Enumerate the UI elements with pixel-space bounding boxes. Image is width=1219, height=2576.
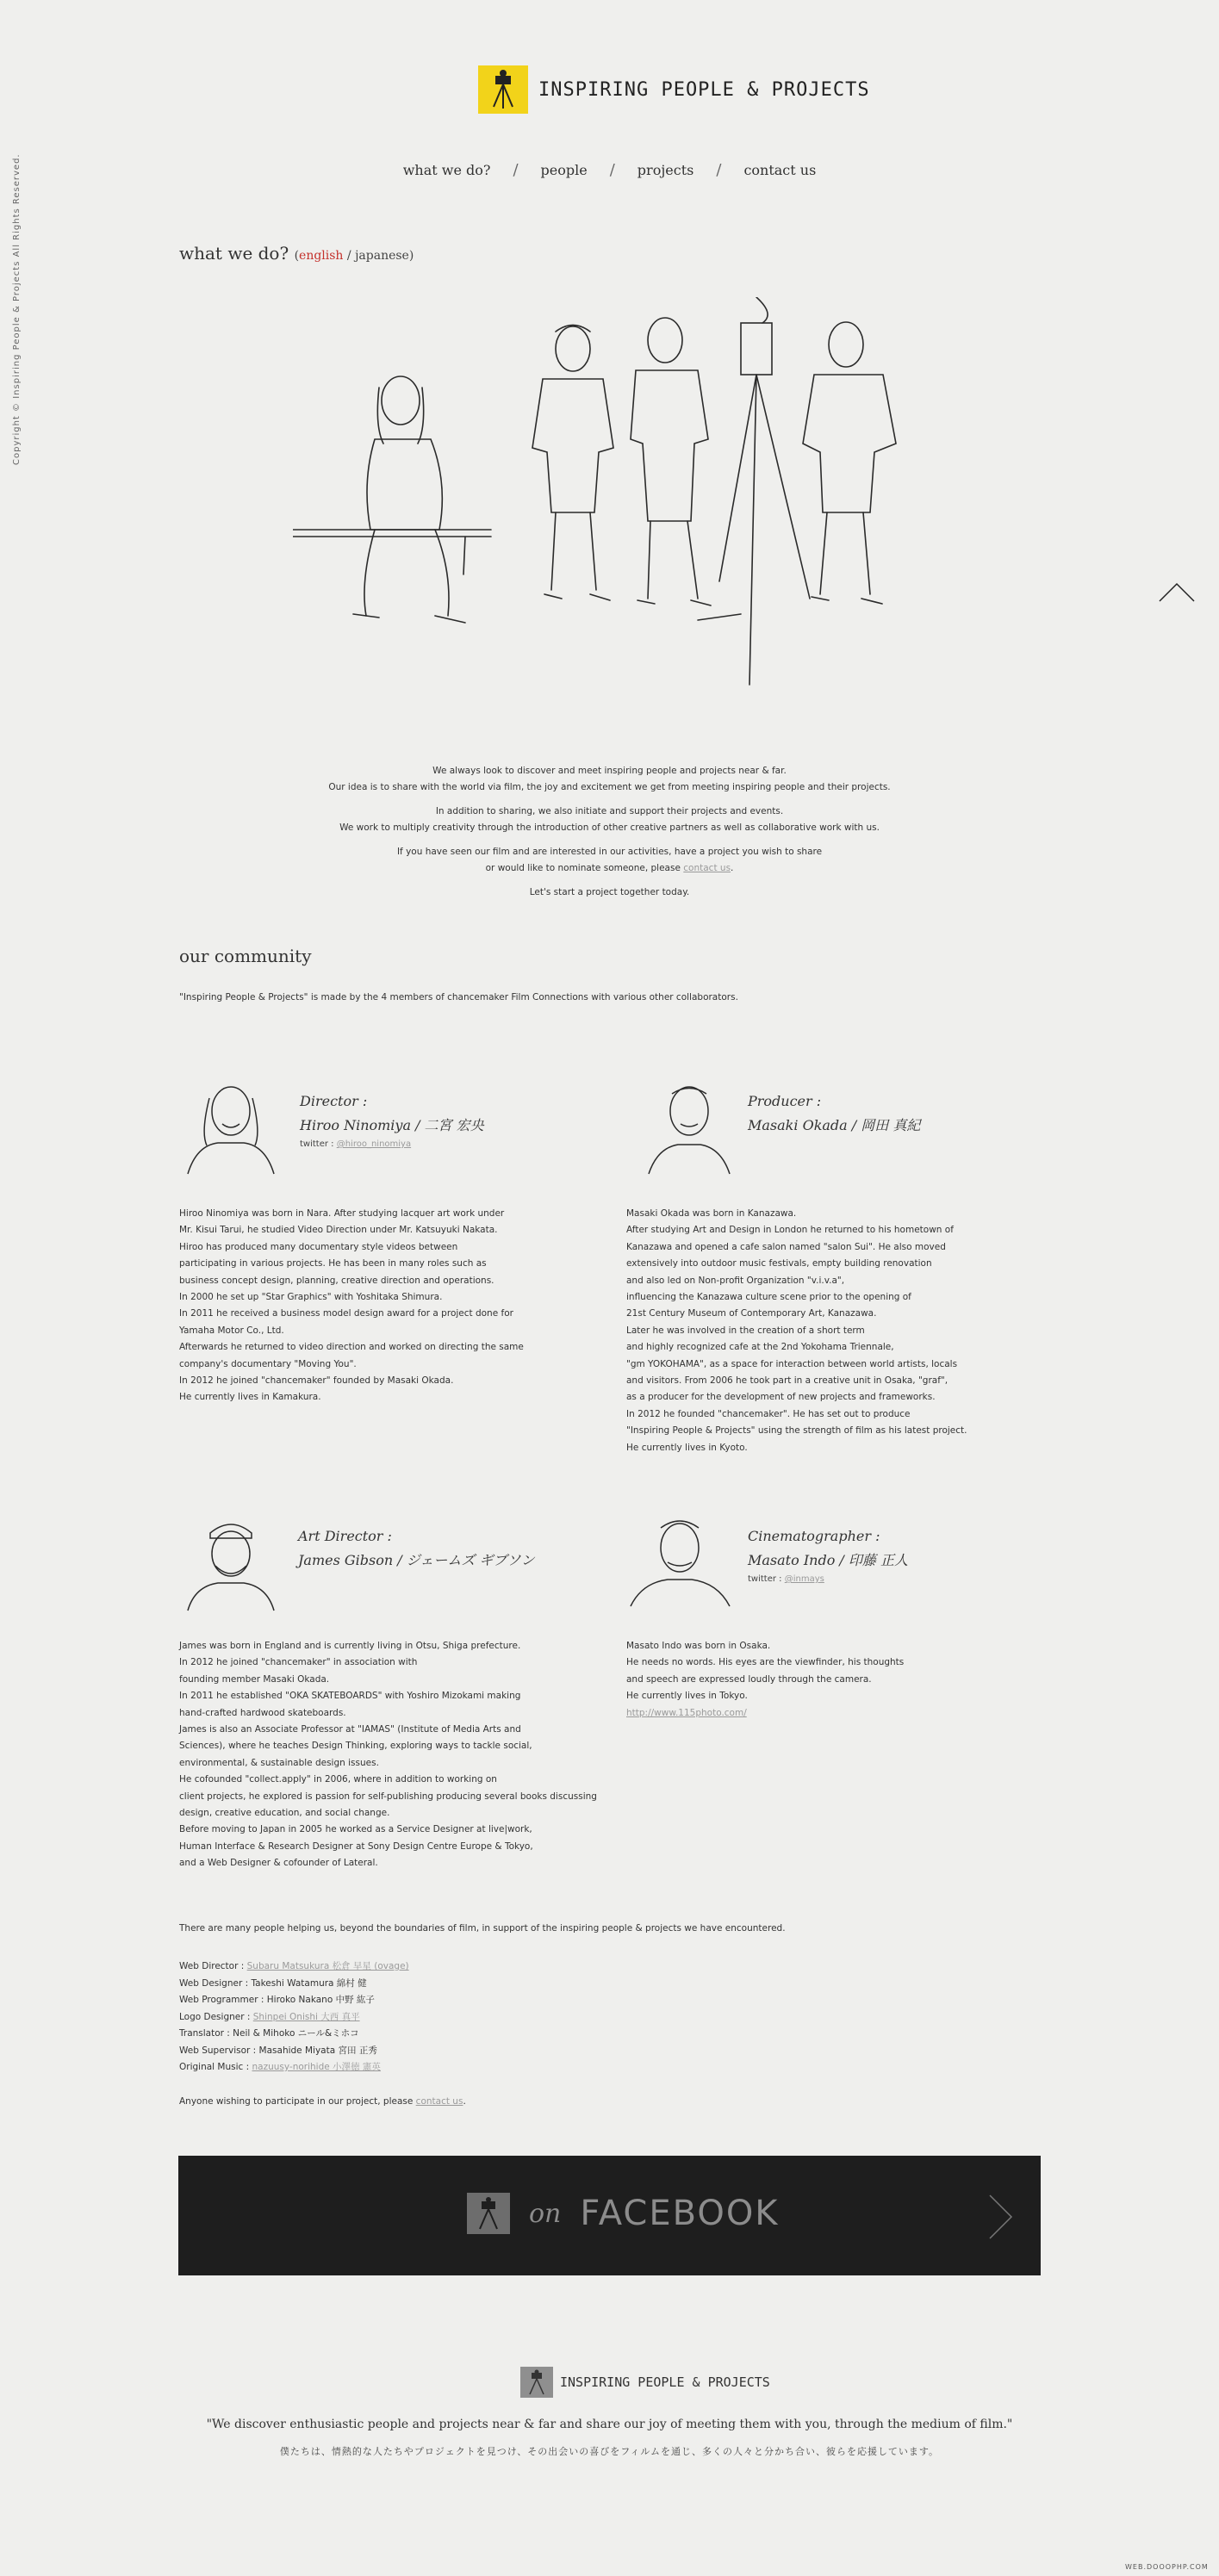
intro-period: .	[731, 863, 734, 873]
bio-line: He currently lives in Tokyo.	[626, 1691, 748, 1702]
bio-line: "gm YOKOHAMA", as a space for interaction between world artists, locals	[626, 1358, 958, 1369]
nav-projects[interactable]: projects	[637, 162, 694, 178]
bio-line: hand-crafted hardwood skateboards.	[179, 1707, 346, 1718]
director-bio	[179, 1206, 524, 1406]
join-text	[179, 2096, 466, 2107]
join-contact-link[interactable]: contact us	[415, 2096, 463, 2107]
credit-name: Hiroko Nakano 中野 紘子	[266, 1995, 375, 2005]
nav-contact-us[interactable]: contact us	[743, 162, 817, 178]
cinematographer-name: Masato Indo / 印藤 正人	[748, 1552, 908, 1568]
bio-line: In 2011 he received a business model design award for a project done for	[179, 1308, 513, 1319]
bio-line: influencing the Kanazawa culture scene prior to the opening of	[626, 1292, 911, 1303]
bio-line: participating in various projects. He has been in many roles such as	[179, 1258, 487, 1269]
intro-line: Our idea is to share with the world via film, the joy and excitement we get from meeting inspiring people and their projects.	[328, 782, 891, 792]
what-we-do-title: what we do?	[179, 243, 289, 264]
intro-line: In addition to sharing, we also initiate and support their projects and events.	[435, 806, 784, 816]
bio-line: Mr. Kisui Tarui, he studied Video Direction under Mr. Katsuyuki Nakata.	[179, 1225, 498, 1236]
intro-line: We work to multiply creativity through the introduction of other creative partners as well as collaborative work with us.	[339, 822, 880, 833]
bio-line: extensively into outdoor music festivals, empty building renovation	[626, 1258, 932, 1269]
producer-name: Masaki Okada / 岡田 真紀	[748, 1117, 921, 1133]
bio-line: and speech are expressed loudly through the camera.	[626, 1673, 872, 1685]
cinematographer-role: Cinematographer :	[748, 1528, 880, 1544]
bio-line: founding member Masaki Okada.	[179, 1673, 330, 1685]
join-label: Anyone wishing to participate in our project, please	[179, 2096, 416, 2107]
bio-line: He currently lives in Kyoto.	[626, 1442, 748, 1453]
camera-tripod-icon	[520, 2367, 553, 2398]
facebook-on-text: on	[529, 2198, 562, 2229]
director-name: Hiroo Ninomiya / 二宮 宏央	[300, 1117, 484, 1133]
bio-line: In 2012 he joined "chancemaker" founded by Masaki Okada.	[179, 1375, 454, 1387]
bio-line: James was born in England and is currently living in Otsu, Shiga prefecture.	[179, 1641, 521, 1651]
credit-role: Web Supervisor :	[179, 2045, 259, 2056]
director-twitter	[300, 1138, 484, 1151]
credit-name-link[interactable]: Subaru Matsukura 松倉 早星 (ovage)	[246, 1961, 409, 1971]
nav-separator: /	[513, 161, 519, 179]
intro-line: We always look to discover and meet inspiring people and projects near & far.	[432, 766, 787, 776]
cinematographer-twitter-link[interactable]: @inmays	[784, 1574, 824, 1584]
chevron-right-icon	[988, 2194, 1014, 2240]
watermark: WEB.DOOOPHP.COM	[1125, 2563, 1209, 2571]
credit-name-link[interactable]: Shinpei Onishi 大西 真平	[252, 2011, 360, 2022]
intro-line: If you have seen our film and are interested in our activities, have a project you wish to share	[396, 847, 823, 857]
producer-header	[748, 1089, 920, 1138]
art-director-bio	[179, 1638, 597, 1872]
lang-separator: /	[343, 249, 356, 263]
credit-item	[179, 1992, 409, 2009]
bio-line: 21st Century Museum of Contemporary Art, Kanazawa.	[626, 1308, 877, 1319]
facebook-banner[interactable]	[178, 2156, 1041, 2275]
community-title: our community	[179, 946, 312, 966]
language-switch	[295, 249, 414, 263]
credit-role: Web Director :	[179, 1961, 247, 1971]
bio-line: environmental, & sustainable design issues.	[179, 1757, 379, 1768]
credit-item	[179, 2009, 409, 2027]
bio-line: and visitors. From 2006 he took part in a creative unit in Osaka, "graf",	[626, 1375, 948, 1387]
art-director-header	[298, 1524, 535, 1573]
art-director-portrait	[179, 1509, 283, 1616]
join-period: .	[463, 2096, 466, 2107]
bio-line: Later he was involved in the creation of a short term	[626, 1325, 865, 1336]
twitter-label: twitter :	[748, 1574, 785, 1584]
bio-line: business concept design, planning, creative direction and operations.	[179, 1275, 494, 1286]
credit-role: Web Programmer :	[179, 1995, 267, 2005]
bio-line: He cofounded "collect.apply" in 2006, where in addition to working on	[179, 1774, 497, 1785]
bio-line: Hiroo Ninomiya was born in Nara. After studying lacquer art work under	[179, 1208, 505, 1219]
twitter-label: twitter :	[300, 1139, 337, 1149]
director-portrait	[179, 1072, 283, 1179]
bio-line: Masato Indo was born in Osaka.	[626, 1641, 771, 1651]
credit-role: Logo Designer :	[179, 2011, 253, 2022]
footer-quote-japanese: 僕たちは、情熱的な人たちやプロジェクトを見つけ、その出会いの喜びをフィルムを通じ、多くの人々と分かち合い、彼らを応援しています。	[279, 2446, 940, 2457]
producer-role: Producer :	[748, 1093, 822, 1109]
community-lead: "Inspiring People & Projects" is made by the 4 members of chancemaker Film Connections with various other collaborators.	[179, 992, 738, 1002]
credit-item	[179, 2043, 409, 2060]
bio-line: In 2011 he established "OKA SKATEBOARDS" with Yoshiro Mizokami making	[179, 1691, 521, 1702]
bio-line: Sciences), where he teaches Design Thinking, exploring ways to tackle social,	[179, 1741, 532, 1752]
bio-line: Yamaha Motor Co., Ltd.	[179, 1325, 284, 1336]
credit-role: Web Designer :	[179, 1977, 252, 1989]
bio-line: In 2000 he set up "Star Graphics" with Yoshitaka Shimura.	[179, 1292, 443, 1303]
footer-quote-english: "We discover enthusiastic people and projects near & far and share our joy of meeting them with you, through the medium of film."	[206, 2418, 1013, 2431]
facebook-banner-content	[467, 2193, 780, 2234]
credit-item	[179, 2026, 409, 2043]
bio-line: He needs no words. His eyes are the viewfinder, his thoughts	[626, 1657, 905, 1668]
bio-line: Human Interface & Research Designer at Sony Design Centre Europe & Tokyo,	[179, 1840, 533, 1852]
footer-logo-text: INSPIRING PEOPLE & PROJECTS	[560, 2374, 770, 2390]
cinematographer-website-link[interactable]: http://www.115photo.com/	[626, 1707, 747, 1718]
footer-logo[interactable]	[520, 2367, 770, 2398]
lang-japanese[interactable]: japanese	[355, 249, 409, 263]
chevron-up-icon[interactable]	[1158, 580, 1196, 605]
bio-line: client projects, he explored is passion for self-publishing producing several books discussing	[179, 1791, 597, 1802]
intro-line: Let's start a project together today.	[529, 887, 690, 897]
bio-line: Hiroo has produced many documentary style videos between	[179, 1241, 458, 1252]
site-logo[interactable]	[478, 65, 870, 114]
credit-name-link[interactable]: nazuusy-norihide 小澤徳 憲英	[252, 2062, 381, 2072]
bio-line: After studying Art and Design in London he returned to his hometown of	[626, 1225, 954, 1236]
camera-tripod-icon	[467, 2193, 510, 2234]
credit-name: Neil & Mihoko ニール&ミホコ	[233, 2028, 359, 2039]
nav-people[interactable]: people	[540, 162, 588, 178]
team-illustration	[293, 297, 930, 728]
credit-item	[179, 1976, 409, 1993]
bio-line: James is also an Associate Professor at "IAMAS" (Institute of Media Arts and	[179, 1724, 521, 1735]
art-director-role: Art Director :	[298, 1528, 392, 1544]
intro-text	[258, 763, 961, 909]
main-nav	[0, 161, 1219, 179]
bio-line: He currently lives in Kamakura.	[179, 1392, 321, 1403]
copyright-text: Copyright © Inspiring People & Projects All Rights Reserved.	[12, 153, 22, 465]
director-role: Director :	[300, 1093, 368, 1109]
intro-line: or would like to nominate someone, please	[485, 863, 681, 873]
lang-english[interactable]: english	[299, 249, 344, 263]
bio-line: "Inspiring People & Projects" using the strength of film as his latest project.	[626, 1425, 967, 1437]
credit-role: Translator :	[179, 2028, 233, 2039]
intro-paragraph	[258, 844, 961, 877]
facebook-word: FACEBOOK	[580, 2194, 780, 2233]
art-director-name: James Gibson / ジェームズ ギブソン	[298, 1552, 535, 1568]
nav-what-we-do[interactable]: what we do?	[402, 162, 491, 178]
intro-paragraph	[258, 885, 961, 901]
cinematographer-twitter	[748, 1573, 908, 1586]
intro-contact-link[interactable]: contact us	[683, 863, 731, 873]
bio-line: In 2012 he founded "chancemaker". He has set out to produce	[626, 1408, 911, 1419]
intro-paragraph	[258, 763, 961, 796]
cinematographer-header	[748, 1524, 908, 1586]
lang-paren-close: )	[408, 249, 414, 263]
camera-tripod-icon	[478, 65, 528, 114]
producer-bio	[626, 1206, 967, 1456]
bio-line: design, creative education, and social change.	[179, 1808, 390, 1819]
bio-line: Before moving to Japan in 2005 he worked as a Service Designer at live|work,	[179, 1824, 532, 1835]
credit-name: Takeshi Watamura 綿村 健	[251, 1977, 367, 1989]
credits-list	[179, 1958, 409, 2076]
bio-line: Masaki Okada was born in Kanazawa.	[626, 1208, 797, 1219]
intro-paragraph	[258, 804, 961, 836]
director-twitter-link[interactable]: @hiroo_ninomiya	[336, 1139, 412, 1149]
bio-line: and highly recognized cafe at the 2nd Yokohama Triennale,	[626, 1342, 894, 1353]
lang-paren-open: (	[294, 249, 300, 263]
credit-item	[179, 2059, 409, 2076]
nav-separator: /	[609, 161, 615, 179]
bio-line: Afterwards he returned to video direction and worked on directing the same	[179, 1342, 524, 1353]
bio-line: Kanazawa and opened a cafe salon named "salon Sui". He also moved	[626, 1241, 946, 1252]
producer-portrait	[642, 1072, 737, 1179]
copyright-vertical	[12, 153, 24, 465]
what-we-do-heading	[179, 243, 414, 264]
bio-line: and also led on Non-profit Organization "v.i.v.a",	[626, 1275, 845, 1286]
logo-text: INSPIRING PEOPLE & PROJECTS	[538, 78, 870, 101]
cinematographer-bio	[626, 1638, 904, 1722]
helpers-text: There are many people helping us, beyond the boundaries of film, in support of the inspiring people & projects we have encountered.	[179, 1923, 786, 1934]
bio-line: as a producer for the development of new projects and frameworks.	[626, 1392, 936, 1403]
bio-line: and a Web Designer & cofounder of Lateral.	[179, 1858, 378, 1869]
credit-item	[179, 1958, 409, 1976]
director-header	[300, 1089, 484, 1151]
nav-separator: /	[716, 161, 722, 179]
cinematographer-portrait	[626, 1509, 734, 1611]
credit-role: Original Music :	[179, 2062, 252, 2072]
bio-line: In 2012 he joined "chancemaker" in association with	[179, 1657, 418, 1668]
bio-line: company's documentary "Moving You".	[179, 1358, 357, 1369]
credit-name: Masahide Miyata 宮田 正秀	[258, 2045, 377, 2056]
